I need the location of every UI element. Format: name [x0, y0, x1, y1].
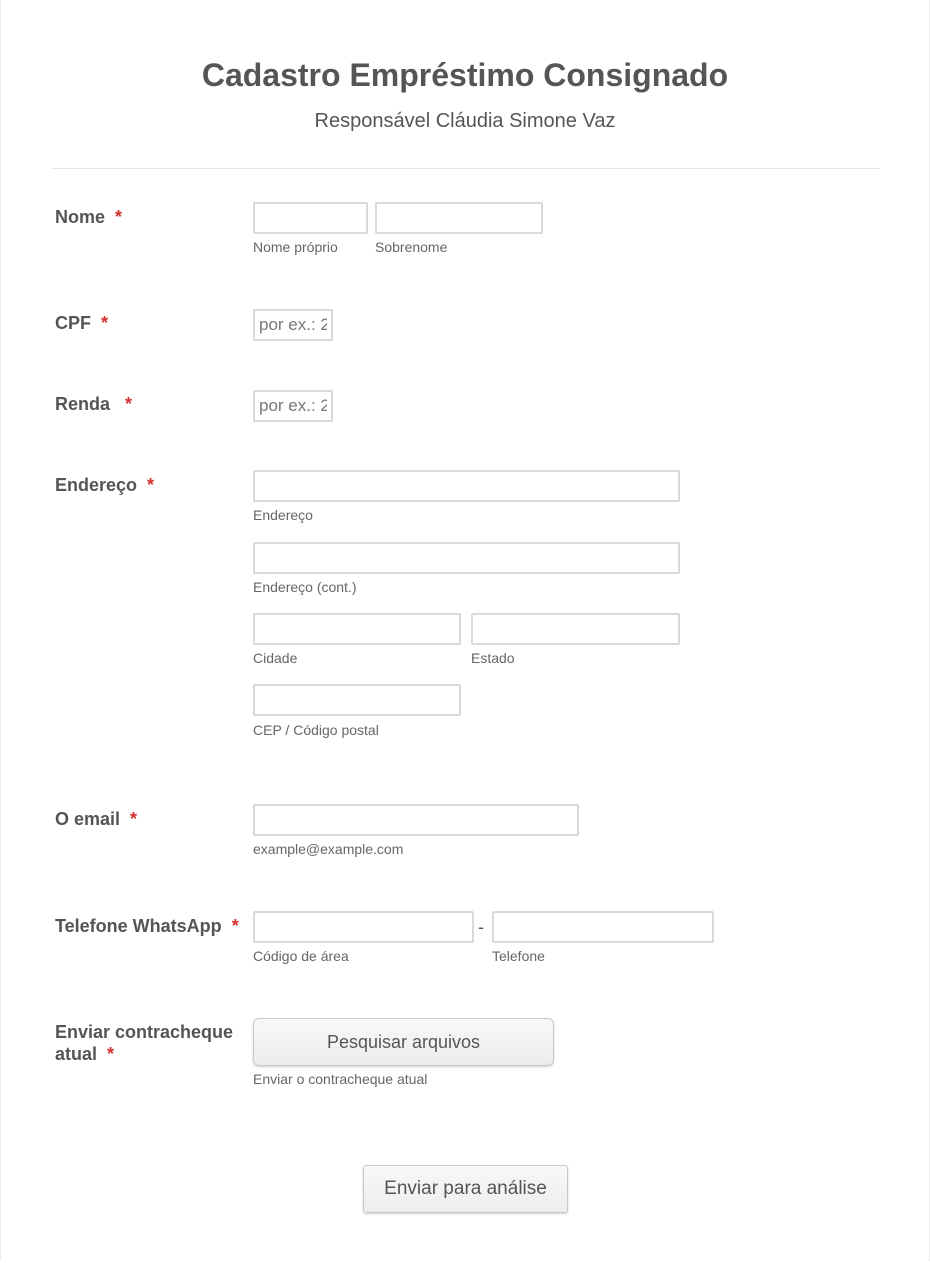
- area-code-input[interactable]: [253, 911, 474, 943]
- upload-sublabel: Enviar o contracheque atual: [253, 1071, 428, 1087]
- required-mark: *: [130, 809, 138, 829]
- zip-sublabel: CEP / Código postal: [253, 722, 379, 738]
- required-mark: *: [115, 207, 123, 227]
- cpf-label-text: CPF: [55, 313, 91, 333]
- header-divider: [51, 168, 880, 169]
- required-mark: *: [147, 475, 155, 495]
- phone-number-input[interactable]: [492, 911, 714, 943]
- address-line1-input[interactable]: [253, 470, 680, 502]
- cpf-label: [55, 312, 108, 334]
- state-sublabel: Estado: [471, 650, 515, 666]
- renda-label-text: Renda: [55, 394, 111, 414]
- endereco-label: [55, 474, 154, 496]
- contracheque-label-line2-wrap: [55, 1043, 233, 1065]
- cpf-input[interactable]: [253, 309, 333, 341]
- form-subtitle: Responsável Cláudia Simone Vaz: [314, 110, 616, 132]
- city-sublabel: Cidade: [253, 650, 298, 666]
- first-name-sublabel: Nome próprio: [253, 239, 338, 255]
- required-mark: *: [107, 1044, 115, 1064]
- zip-input[interactable]: [253, 684, 461, 716]
- email-label: [55, 808, 137, 830]
- browse-files-button[interactable]: Pesquisar arquivos: [253, 1018, 554, 1066]
- state-input[interactable]: [471, 613, 680, 645]
- last-name-input[interactable]: [375, 202, 543, 234]
- submit-button[interactable]: Enviar para análise: [363, 1165, 568, 1213]
- required-mark: *: [231, 916, 239, 936]
- contracheque-label-line1: Enviar contracheque: [55, 1022, 234, 1042]
- telefone-label: [55, 915, 239, 937]
- telefone-label-text: Telefone WhatsApp: [55, 916, 222, 936]
- contracheque-label-line2: atual: [55, 1044, 98, 1064]
- renda-input[interactable]: [253, 390, 333, 422]
- email-input[interactable]: [253, 804, 579, 836]
- required-mark: *: [125, 394, 133, 414]
- contracheque-label: [55, 1021, 233, 1065]
- last-name-sublabel: Sobrenome: [375, 239, 448, 255]
- email-sublabel: example@example.com: [253, 841, 404, 857]
- phone-number-sublabel: Telefone: [492, 948, 545, 964]
- email-label-text: O email: [55, 809, 121, 829]
- address-line2-input[interactable]: [253, 542, 680, 574]
- city-input[interactable]: [253, 613, 461, 645]
- renda-label: [55, 393, 132, 415]
- address-line1-sublabel: Endereço: [253, 507, 313, 523]
- form-title: Cadastro Empréstimo Consignado: [201, 57, 729, 93]
- first-name-input[interactable]: [253, 202, 368, 234]
- address-line2-sublabel: Endereço (cont.): [253, 579, 357, 595]
- nome-label-text: Nome: [55, 207, 106, 227]
- nome-label: [55, 206, 122, 228]
- phone-separator: -: [478, 917, 484, 937]
- endereco-label-text: Endereço: [55, 475, 138, 495]
- required-mark: *: [101, 313, 109, 333]
- area-code-sublabel: Código de área: [253, 948, 349, 964]
